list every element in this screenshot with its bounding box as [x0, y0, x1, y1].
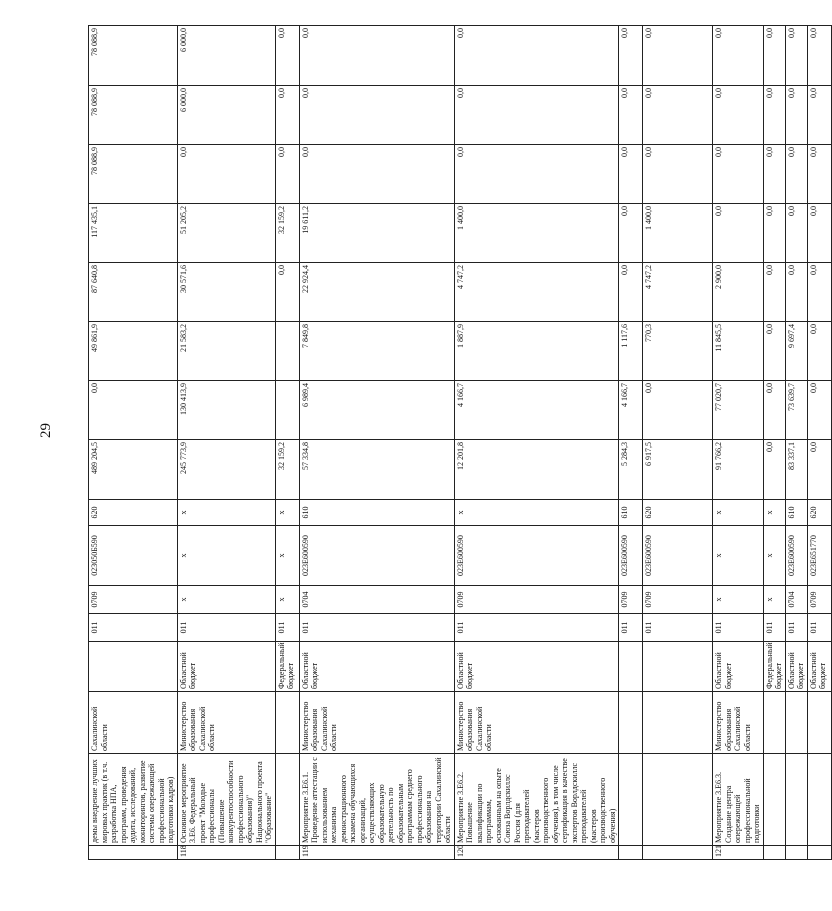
- amount-cell: 7 849,8: [299, 322, 454, 381]
- amount-cell: 0,0: [807, 204, 831, 263]
- amount-cell: 0,0: [807, 26, 831, 86]
- page-number: 29: [38, 423, 54, 438]
- amount-cell: 1 400,0: [643, 204, 713, 263]
- amount-cell: 32 159,2: [275, 440, 299, 500]
- grbs-code: 011: [177, 614, 275, 642]
- amount-cell: 87 640,8: [89, 263, 178, 322]
- row-number: [275, 846, 299, 860]
- amount-cell: 0,0: [807, 86, 831, 145]
- row-number: 119: [299, 846, 454, 860]
- amount-cell: 51 205,2: [177, 204, 275, 263]
- target-article-code: х: [713, 526, 764, 586]
- grbs-code: 011: [763, 614, 785, 642]
- expense-type-code: 610: [785, 500, 807, 526]
- amount-cell: 0,0: [807, 145, 831, 204]
- target-article-code: 023Е651770: [807, 526, 831, 586]
- amount-cell: 0,0: [763, 322, 785, 381]
- amount-cell: 5 284,3: [619, 440, 643, 500]
- amount-cell: 0,0: [807, 322, 831, 381]
- row-number: [89, 846, 178, 860]
- amount-cell: 0,0: [299, 145, 454, 204]
- amount-cell: 6 989,4: [299, 381, 454, 440]
- section-code: 0709: [89, 586, 178, 614]
- executor: [643, 692, 713, 754]
- row-number: [619, 846, 643, 860]
- table-row: [275, 26, 299, 860]
- target-article-code: 023050Б590: [89, 526, 178, 586]
- amount-cell: 32 159,2: [275, 204, 299, 263]
- amount-cell: 0,0: [713, 145, 764, 204]
- section-code: 0709: [643, 586, 713, 614]
- amount-cell: 0,0: [619, 204, 643, 263]
- row-number: [785, 846, 807, 860]
- amount-cell: 0,0: [454, 86, 619, 145]
- measure-description: Мероприятие 3.Е6.2. Повышение квалификации по программам, основанным на опыте Союза Ворлдскиллс Россия (для преподавателей (мастеров производственного обучения), в том числе сертификация в качестве экспертов Ворлдскиллс преподавателей (мастеров производственного обучения): [454, 754, 619, 846]
- expense-type-code: 620: [89, 500, 178, 526]
- grbs-code: 011: [454, 614, 619, 642]
- amount-cell: 0,0: [177, 145, 275, 204]
- executor: [763, 692, 785, 754]
- amount-cell: 0,0: [785, 145, 807, 204]
- amount-cell: 9 697,4: [785, 322, 807, 381]
- section-code: 0709: [807, 586, 831, 614]
- amount-cell: 0,0: [763, 86, 785, 145]
- amount-cell: 117 435,1: [89, 204, 178, 263]
- amount-cell: 12 201,8: [454, 440, 619, 500]
- amount-cell: 57 334,8: [299, 440, 454, 500]
- funding-source: Областной бюджет: [299, 642, 454, 692]
- funding-source: Федеральный бюджет: [763, 642, 785, 692]
- target-article-code: 023Е600590: [454, 526, 619, 586]
- table-row: [619, 26, 643, 860]
- amount-cell: 21 583,2: [177, 322, 275, 381]
- measure-description: [785, 754, 807, 846]
- row-number: [807, 846, 831, 860]
- funding-source: Областной бюджет: [785, 642, 807, 692]
- measure-description: Основное мероприятие 3.Е6. Федеральный проект "Молодые профессионалы (Повышение конкурентоспособности профессионального образования)" Национального проекта "Образование": [177, 754, 275, 846]
- amount-cell: 0,0: [763, 26, 785, 86]
- amount-cell: 0,0: [619, 263, 643, 322]
- table-row: [785, 26, 807, 860]
- amount-cell: 77 020,7: [713, 381, 764, 440]
- amount-cell: 489 204,5: [89, 440, 178, 500]
- target-article-code: х: [177, 526, 275, 586]
- measure-description: [643, 754, 713, 846]
- amount-cell: 0,0: [785, 86, 807, 145]
- amount-cell: 4 747,2: [454, 263, 619, 322]
- funding-source: Областной бюджет: [177, 642, 275, 692]
- row-number: [643, 846, 713, 860]
- amount-cell: 19 611,2: [299, 204, 454, 263]
- target-article-code: 023Е600590: [619, 526, 643, 586]
- amount-cell: 0,0: [763, 145, 785, 204]
- amount-cell: 0,0: [299, 26, 454, 86]
- amount-cell: 0,0: [89, 381, 178, 440]
- amount-cell: 4 166,7: [619, 381, 643, 440]
- funding-source: [643, 642, 713, 692]
- funding-source: Федеральный бюджет: [275, 642, 299, 692]
- section-code: 0709: [619, 586, 643, 614]
- amount-cell: 0,0: [713, 204, 764, 263]
- section-code: 0704: [785, 586, 807, 614]
- row-number: 118: [177, 846, 275, 860]
- amount-cell: 0,0: [807, 440, 831, 500]
- grbs-code: 011: [807, 614, 831, 642]
- amount-cell: 91 766,2: [713, 440, 764, 500]
- amount-cell: 0,0: [785, 26, 807, 86]
- expense-type-code: 610: [619, 500, 643, 526]
- grbs-code: 011: [785, 614, 807, 642]
- amount-cell: 78 088,9: [89, 26, 178, 86]
- amount-cell: 0,0: [299, 86, 454, 145]
- row-number: 120: [454, 846, 619, 860]
- funding-source: Областной бюджет: [713, 642, 764, 692]
- amount-cell: 1 117,6: [619, 322, 643, 381]
- funding-source: [89, 642, 178, 692]
- amount-cell: 0,0: [275, 145, 299, 204]
- amount-cell: 0,0: [807, 381, 831, 440]
- measure-description: [619, 754, 643, 846]
- executor: [275, 692, 299, 754]
- amount-cell: 0,0: [643, 26, 713, 86]
- table-body: [89, 26, 832, 860]
- amount-cell: 0,0: [643, 86, 713, 145]
- section-code: х: [177, 586, 275, 614]
- amount-cell: 0,0: [807, 263, 831, 322]
- target-article-code: х: [763, 526, 785, 586]
- amount-cell: 2 900,0: [713, 263, 764, 322]
- amount-cell: 0,0: [275, 263, 299, 322]
- amount-cell: 4 747,2: [643, 263, 713, 322]
- amount-cell: 0,0: [785, 204, 807, 263]
- rotated-table-page: [88, 26, 827, 860]
- table-row: [89, 26, 178, 860]
- amount-cell: 0,0: [713, 86, 764, 145]
- amount-cell: 22 924,4: [299, 263, 454, 322]
- amount-cell: 0,0: [643, 145, 713, 204]
- section-code: 0704: [299, 586, 454, 614]
- grbs-code: 011: [713, 614, 764, 642]
- amount-cell: 1 400,0: [454, 204, 619, 263]
- measure-description: [807, 754, 831, 846]
- section-code: х: [763, 586, 785, 614]
- amount-cell: 6 000,0: [177, 26, 275, 86]
- funding-source: Областной бюджет: [807, 642, 831, 692]
- amount-cell: [275, 322, 299, 381]
- amount-cell: 130 413,9: [177, 381, 275, 440]
- measure-description: [763, 754, 785, 846]
- grbs-code: 011: [299, 614, 454, 642]
- expense-type-code: х: [454, 500, 619, 526]
- funding-source: [619, 642, 643, 692]
- expense-type-code: 610: [299, 500, 454, 526]
- expense-type-code: 620: [643, 500, 713, 526]
- amount-cell: 0,0: [619, 145, 643, 204]
- executor: [619, 692, 643, 754]
- amount-cell: 0,0: [619, 86, 643, 145]
- amount-cell: 49 861,9: [89, 322, 178, 381]
- amount-cell: 1 887,9: [454, 322, 619, 381]
- amount-cell: 83 337,1: [785, 440, 807, 500]
- amount-cell: 0,0: [763, 263, 785, 322]
- amount-cell: 6 917,5: [643, 440, 713, 500]
- table-row: [454, 26, 619, 860]
- expense-type-code: х: [177, 500, 275, 526]
- amount-cell: 11 845,5: [713, 322, 764, 381]
- grbs-code: 011: [89, 614, 178, 642]
- expense-type-code: х: [763, 500, 785, 526]
- measure-description: демы внедрение лучших мировых практик (в т.ч. разработка НПА, программ, проведения аудита, исследований, мониторингов, развитие системы опережающей профессиональной подготовки кадров): [89, 754, 178, 846]
- executor: Министерство образования Сахалинской области: [713, 692, 764, 754]
- amount-cell: 0,0: [619, 26, 643, 86]
- amount-cell: 0,0: [713, 26, 764, 86]
- row-number: 121: [713, 846, 764, 860]
- amount-cell: 0,0: [763, 381, 785, 440]
- target-article-code: 023Е600590: [299, 526, 454, 586]
- table-row: [713, 26, 764, 860]
- grbs-code: 011: [619, 614, 643, 642]
- table-row: [807, 26, 831, 860]
- amount-cell: 4 166,7: [454, 381, 619, 440]
- amount-cell: 6 000,0: [177, 86, 275, 145]
- executor: Сахалинской области: [89, 692, 178, 754]
- measure-description: Мероприятие 3.Е6.3. Создание центра опережающей профессиональной подготовки: [713, 754, 764, 846]
- amount-cell: 0,0: [763, 204, 785, 263]
- table-row: [299, 26, 454, 860]
- measure-description: [275, 754, 299, 846]
- funding-source: Областной бюджет: [454, 642, 619, 692]
- amount-cell: 0,0: [643, 381, 713, 440]
- expense-type-code: х: [275, 500, 299, 526]
- section-code: х: [275, 586, 299, 614]
- executor: Министерство образования Сахалинской области: [299, 692, 454, 754]
- amount-cell: 0,0: [785, 263, 807, 322]
- table-row: [177, 26, 275, 860]
- executor: Министерство образования Сахалинской области: [177, 692, 275, 754]
- section-code: 0709: [454, 586, 619, 614]
- amount-cell: 0,0: [454, 145, 619, 204]
- amount-cell: 78 088,9: [89, 145, 178, 204]
- expense-type-code: х: [713, 500, 764, 526]
- amount-cell: 30 571,6: [177, 263, 275, 322]
- executor: [807, 692, 831, 754]
- amount-cell: [275, 381, 299, 440]
- expense-type-code: 620: [807, 500, 831, 526]
- target-article-code: х: [275, 526, 299, 586]
- target-article-code: 023Е600590: [643, 526, 713, 586]
- section-code: х: [713, 586, 764, 614]
- row-number: [763, 846, 785, 860]
- amount-cell: 78 088,9: [89, 86, 178, 145]
- measure-description: Мероприятие 3.Е6.1. Проведение аттестации с использованием механизма демонстрационного экзамена обучающихся организаций, осуществляющих образовательную деятельность по образовательным программам среднего профессионального образования на территории Сахалинской области: [299, 754, 454, 846]
- amount-cell: 0,0: [763, 440, 785, 500]
- grbs-code: 011: [275, 614, 299, 642]
- budget-table: [88, 25, 832, 860]
- amount-cell: 770,3: [643, 322, 713, 381]
- amount-cell: 0,0: [454, 26, 619, 86]
- executor: [785, 692, 807, 754]
- amount-cell: 0,0: [275, 86, 299, 145]
- amount-cell: 73 639,7: [785, 381, 807, 440]
- table-row: [643, 26, 713, 860]
- table-row: [763, 26, 785, 860]
- amount-cell: 245 773,9: [177, 440, 275, 500]
- amount-cell: 0,0: [275, 26, 299, 86]
- grbs-code: 011: [643, 614, 713, 642]
- target-article-code: 023Е600590: [785, 526, 807, 586]
- executor: Министерство образования Сахалинской области: [454, 692, 619, 754]
